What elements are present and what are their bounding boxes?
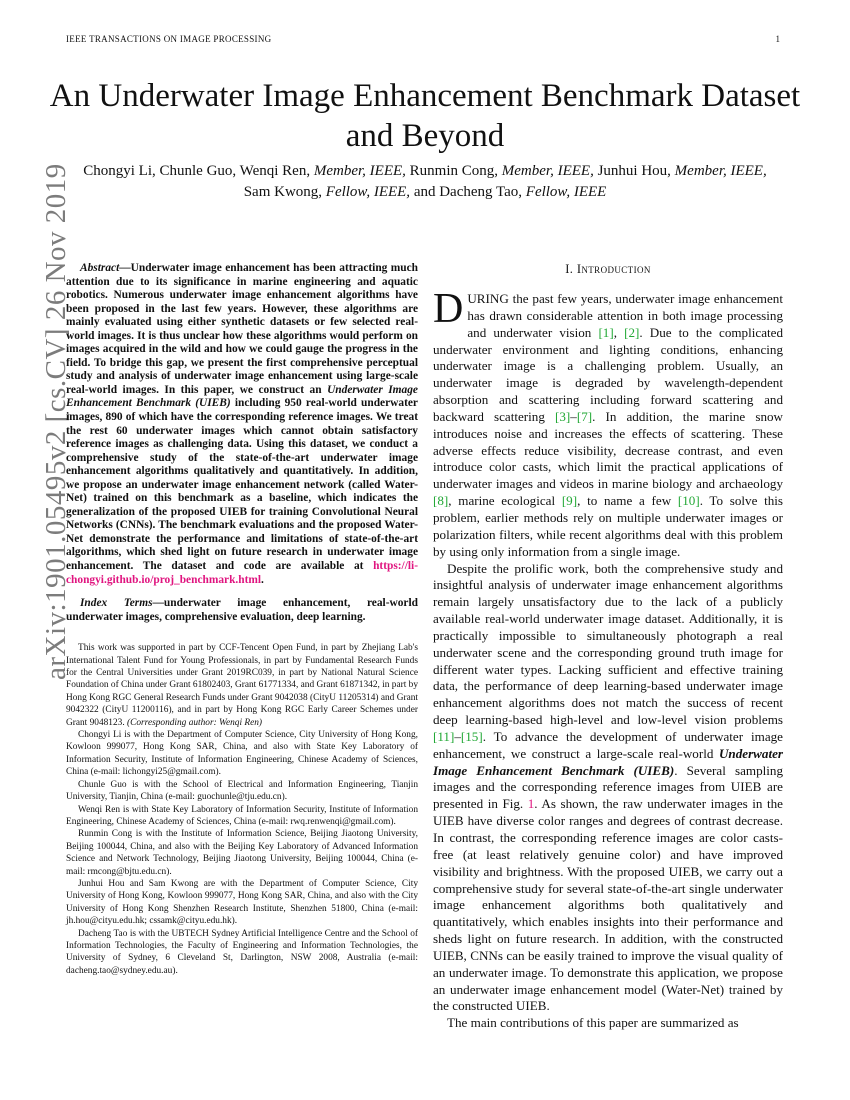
abstract-label: Abstract	[80, 262, 120, 274]
author-membership: Member, IEEE,	[674, 163, 767, 179]
intro-paragraph-3: The main contributions of this paper are summarized as	[447, 1015, 739, 1031]
introduction-body	[433, 286, 784, 1032]
abstract-text: —Underwater image enhancement has been attracting much attention due to its significance in marine engineering and aquatic robotics. Numerous underwater image enhancement algorithms have been proposed in the last few years. However, these algorithms are mainly evaluated using either synthetic datasets or few selected real-world images. It is thus unclear how these algorithms would perform on images acquired in the wild and how we could gauge the progress in the field. To bridge this gap, we present the first comprehensive perceptual study and analysis of underwater image enhancement using large-scale real-world images. In this paper, we construct an	[66, 262, 418, 396]
paper-title: An Underwater Image Enhancement Benchmark Dataset and Beyond	[49, 78, 801, 154]
author-membership: Member, IEEE,	[313, 163, 406, 179]
author-names: Sam Kwong,	[243, 184, 323, 200]
abstract	[66, 262, 418, 587]
index-terms	[66, 597, 418, 624]
journal-header: IEEE TRANSACTIONS ON IMAGE PROCESSING	[66, 34, 272, 44]
citation-link[interactable]: [7]	[576, 408, 593, 424]
footnote-affiliation: Chongyi Li is with the Department of Computer Science, City University of Hong Kong, Kowloon 999077, Hong Kong SAR, China, and also with State Key Laboratory of Information Security, Institute of Information Engineering, Chinese Academy of Sciences, China (e-mail: lichongyi25@gmail.com).	[66, 730, 418, 778]
page-number: 1	[775, 34, 780, 44]
author-names: and Dacheng Tao,	[413, 184, 523, 200]
footnotes	[66, 642, 418, 977]
author-membership: Fellow, IEEE,	[325, 184, 411, 200]
author-names: Runmin Cong,	[409, 163, 499, 179]
intro-text: . To advance the development of underwater image enhancement, we construct a large-scale real-world	[433, 728, 783, 761]
author-list	[60, 161, 790, 203]
abstract-text: including 950 real-world underwater images, 890 of which have the corresponding reference images. We treat the rest 60 underwater images which cannot obtain satisfactory reference images as challenging data. Using this dataset, we conduct a comprehensive study of the state-of-the-art underwater image enhancement algorithms qualitatively and quantitatively. In addition, we propose an underwater image enhancement network (called Water-Net) trained on this benchmark as a baseline, which indicates the generalization of the proposed UIEB for training Convolutional Neural Networks (CNNs). The benchmark evaluations and the proposed Water-Net demonstrate the performance and limitations of state-of-the-art algorithms, which shed light on future research in underwater image enhancement. The dataset and code are available at	[66, 397, 418, 573]
citation-link[interactable]: [8]	[433, 493, 449, 509]
author-names: Chongyi Li, Chunle Guo, Wenqi Ren,	[83, 163, 311, 179]
intro-text: . To solve this problem, earlier methods rely on multiple underwater images or polarization filters, while recent algorithms deal with this problem by using only information from a single image.	[433, 493, 784, 559]
arxiv-stamp: arXiv:1901.05495v2 [cs.CV] 26 Nov 2019	[40, 163, 72, 680]
intro-text: . Due to the complicated underwater environment and lighting conditions, enhancing underwater image is a challenging problem. Usually, an underwater image is degraded by wavelength-dependent absorption and scattering including forward scattering and backward scattering	[433, 324, 783, 424]
abstract-end: .	[261, 573, 264, 586]
figure-link[interactable]: 1	[527, 796, 535, 812]
footnote-affiliation: Runmin Cong is with the Institute of Information Science, Beijing Jiaotong University, Beijing 100044, China, and also with the Beijing Key Laboratory of Advanced Information Science and Network Technology, Beijing Jiaotong University, Beijing 100044, China (e-mail: rmcong@bjtu.edu.cn).	[66, 829, 418, 877]
intro-text: ,	[613, 324, 625, 340]
intro-text: . As shown, the raw underwater images in the UIEB have diverse color ranges and degrees of contrast decrease. In contrast, the corresponding reference images are color casts-free (at least relatively genuine color) and have improved visibility and brightness. With the proposed UIEB, we carry out a comprehensive study for several state-of-the-art single underwater image enhancement algorithms both qualitatively and quantitatively, which enables insights into their performance and sheds light on future research. In addition, with the constructed UIEB, CNNs can be easily trained to improve the visual quality of an underwater image. To demonstrate this application, we propose an underwater image enhancement model (Water-Net) trained by the constructed UIEB.	[433, 796, 783, 1014]
intro-paragraph-1	[433, 286, 784, 561]
intro-text: . In addition, the marine snow introduces noise and increases the effects of scattering. These adverse effects reduce visibility, decrease contrast, and even introduce color casts, which limit the practical applications of underwater images and videos in marine biology and archaeology	[433, 408, 783, 492]
intro-text: , marine ecological	[448, 493, 562, 509]
intro-text: . Several sampling images and the corresponding reference images from UIEB are presented in Fig.	[433, 762, 783, 812]
footnote-affiliation: Chunle Guo is with the School of Electrical and Information Engineering, Tianjin University, Tianjin, China (e-mail: guochunle@tju.edu.cn).	[66, 779, 418, 803]
index-terms-label: Index Terms	[80, 597, 153, 610]
right-column	[433, 262, 783, 1032]
author-membership: Member, IEEE,	[501, 163, 594, 179]
citation-link[interactable]: [1]	[598, 324, 614, 340]
author-names: Junhui Hou,	[597, 163, 671, 179]
intro-paragraph-2	[433, 561, 783, 1016]
footnote-text: This work was supported in part by CCF-Tencent Open Fund, in part by Zhejiang Lab's International Talent Fund for Young Professionals, in part by Fundamental Research Funds for the Central Universities under Grant 2019RC039, in part by National Natural Science Foundation of China under Grant 61802403, Grant 61771334, and Grant 61871342, in part by Hong Kong RGC General Research Funds under Grant 9042038 (CityU 11205314) and Grant 9042322 (CityU 11200116), and in part by Hong Kong RGC Early Career Schemes under Grant 9048123.	[66, 643, 418, 728]
footnote-affiliation: Wenqi Ren is with State Key Laboratory of Information Security, Institute of Information Engineering, Chinese Academy of Sciences, China (e-mail: rwq.renwenqi@gmail.com).	[66, 804, 418, 827]
author-membership: Fellow, IEEE	[525, 184, 607, 200]
citation-link[interactable]: [11]	[433, 728, 455, 744]
footnote-affiliation: Junhui Hou and Sam Kwong are with the Department of Computer Science, City University of Hong Kong, Kowloon 999077, Hong Kong SAR, China, and also with the City University of Hong Kong Shenzhen Research Institute, Shenzhen 51800, China (e-mail: jh.hou@cityu.edu.hk; cssamk@cityu.edu.hk).	[66, 878, 418, 927]
citation-link[interactable]: [3]	[555, 408, 571, 424]
intro-text: , to name a few	[577, 493, 678, 509]
citation-link[interactable]: [2]	[624, 324, 640, 340]
intro-text: –	[570, 408, 577, 424]
citation-link[interactable]: [15]	[460, 728, 483, 744]
footnote-funding	[66, 642, 418, 729]
index-terms-text: —underwater image enhancement, real-world underwater images, comprehensive evaluation, deep learning.	[66, 597, 418, 623]
citation-link[interactable]: [10]	[677, 493, 700, 509]
footnote-corresponding: (Corresponding author: Wenqi Ren)	[127, 717, 263, 728]
project-link[interactable]: https://li-chongyi.github.io/proj_benchmark.html	[66, 560, 418, 586]
left-column	[66, 262, 418, 977]
drop-cap: D	[433, 286, 464, 332]
abstract-dataset-name: Underwater Image Enhancement Benchmark (UIEB)	[66, 383, 418, 410]
intro-text: Despite the prolific work, both the comprehensive study and insightful analysis of underwater image enhancement algorithms remain largely unsatisfactory due to the lack of a publicly available real-world underwater image dataset. Additionally, it is practically impossible to simultaneously photograph a real underwater scene and the corresponding ground truth image for different water types. Lacking sufficient and effective training data, the performance of deep learning-based underwater image enhancement algorithms does not match the success of recent deep learning-based high-level and low-level vision problems	[433, 560, 783, 728]
intro-text: URING the past few years, underwater image enhancement has drawn considerable attention in both image processing and underwater vision	[467, 291, 783, 340]
intro-text: –	[454, 728, 461, 744]
footnote-affiliation: Dacheng Tao is with the UBTECH Sydney Artificial Intelligence Centre and the School of Information Technologies, the Faculty of Engineering and Information Technologies, the University of Sydney, 6 Cleveland St, Darlington, NSW 2008, Australia (e-mail: dacheng.tao@sydney.edu.au).	[66, 928, 418, 976]
citation-link[interactable]: [9]	[561, 493, 578, 509]
benchmark-name: Underwater Image Enhancement Benchmark (UIEB)	[433, 745, 783, 778]
section-heading: I. Introduction	[565, 262, 651, 276]
